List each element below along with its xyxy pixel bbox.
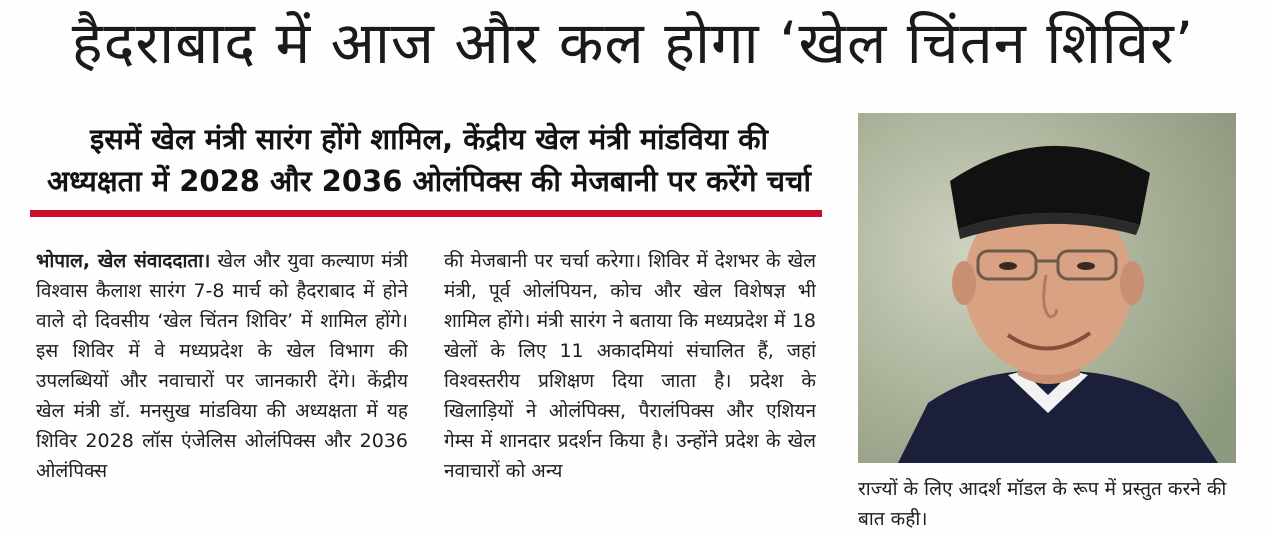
subheadline-line-2: अध्यक्षता में 2028 और 2036 ओलंपिक्स की मेजबानी पर करेंगे चर्चा <box>47 164 811 198</box>
byline: भोपाल, खेल संवाददाता। <box>36 250 211 272</box>
portrait-illustration <box>858 113 1236 463</box>
article-column-2 <box>444 246 816 536</box>
article-column-1 <box>36 246 408 536</box>
column-2-text: की मेजबानी पर चर्चा करेगा। शिविर में देशभर के खेल मंत्री, पूर्व ओलंपियन, कोच और खेल विशेषज्ञ भी शामिल होंगे। मंत्री सारंग ने बताया कि मध्यप्रदेश में 18 खेलों के लिए 11 अकादमियां संचालित हैं, जहां विश्वस्तरीय प्रशिक्षण दिया जाता है। प्रदेश के खिलाड़ियों ने ओलंपिक्स, पैरालंपिक्स और एशियन गेम्स में शानदार प्रदर्शन किया है। उन्होंने प्रदेश के खेल नवाचारों को अन्य <box>444 250 816 482</box>
column-1-text: खेल और युवा कल्याण मंत्री विश्वास कैलाश सारंग 7-8 मार्च को हैदराबाद में होने वाले दो दिवसीय ‘खेल चिंतन शिविर’ में शामिल होंगे। इस शिविर में वे मध्यप्रदेश के खेल विभाग की उपलब्धियों और नवाचारों पर जानकारी देंगे। केंद्रीय खेल मंत्री डॉ. मनसुख मांडविया की अध्यक्षता में यह शिविर 2028 लॉस एंजेलिस ओलंपिक्स और 2036 ओलंपिक्स <box>36 250 408 482</box>
subheadline-line-1: इसमें खेल मंत्री सारंग होंगे शामिल, केंद्रीय खेल मंत्री मांडविया की <box>89 122 769 156</box>
photo-caption: राज्यों के लिए आदर्श मॉडल के रूप में प्रस्तुत करने की बात कही। <box>858 478 1227 530</box>
headline: हैदराबाद में आज और कल होगा ‘खेल चिंतन शिविर’ <box>71 9 1195 77</box>
red-divider-rule <box>30 210 822 217</box>
subheadline <box>24 118 834 202</box>
minister-portrait-photo <box>858 113 1236 463</box>
